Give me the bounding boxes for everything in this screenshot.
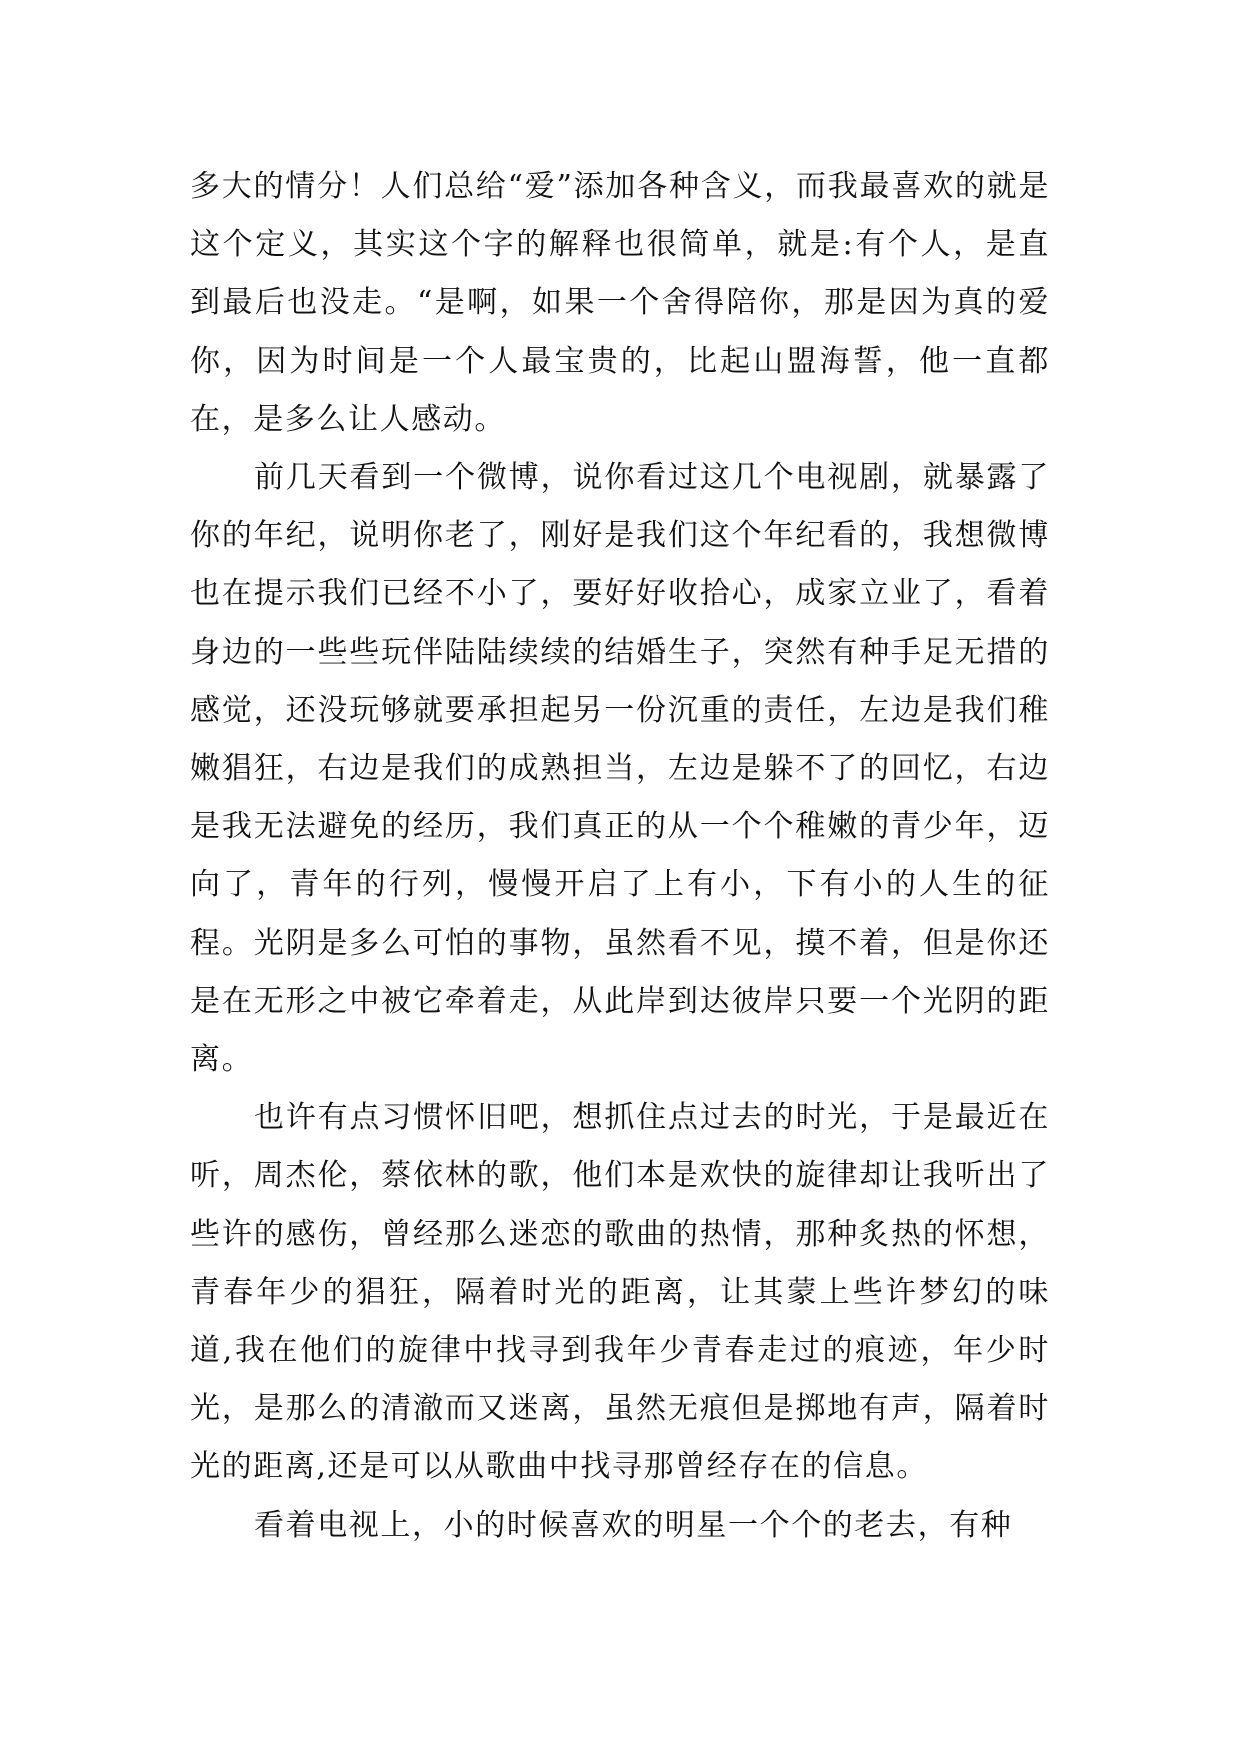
- paragraph-2: 前几天看到一个微博，说你看过这几个电视剧，就暴露了你的年纪，说明你老了，刚好是我们这个年纪看的，我想微博也在提示我们已经不小了，要好好收拾心，成家立业了，看着身边的一些些玩伴陆陆续续的结婚生子，突然有种手足无措的感觉，还没玩够就要承担起另一份沉重的责任，左边是我们稚嫩猖狂，右边是我们的成熟担当，左边是躲不了的回忆，右边是我无法避免的经历，我们真正的从一个个稚嫩的青少年，迈向了，青年的行列，慢慢开启了上有小，下有小的人生的征程。光阴是多么可怕的事物，虽然看不见，摸不着，但是你还是在无形之中被它牵着走，从此岸到达彼岸只要一个光阴的距离。: [190, 460, 1050, 1078]
- paragraph-1: 多大的情分！人们总给“爱”添加各种含义，而我最喜欢的就是这个定义，其实这个字的解释也很简单，就是:有个人，是直到最后也没走。“是啊，如果一个舍得陪你，那是因为真的爱你，因为时间是一个人最宝贵的，比起山盟海誓，他一直都在，是多么让人感动。: [190, 169, 1050, 437]
- document-body: [190, 158, 1050, 1555]
- paragraph-3: 也许有点习惯怀旧吧，想抓住点过去的时光，于是最近在听，周杰伦，蔡依林的歌，他们本是欢快的旋律却让我听出了些许的感伤，曾经那么迷恋的歌曲的热情，那种炙热的怀想，青春年少的猖狂，隔着时光的距离，让其蒙上些许梦幻的味道,我在他们的旋律中找寻到我年少青春走过的痕迹，年少时光，是那么的清澈而又迷离，虽然无痕但是掷地有声，隔着时光的距离,还是可以从歌曲中找寻那曾经存在的信息。: [190, 1100, 1050, 1485]
- paragraph-4: 看着电视上，小的时候喜欢的明星一个个的老去，有种: [254, 1507, 1013, 1543]
